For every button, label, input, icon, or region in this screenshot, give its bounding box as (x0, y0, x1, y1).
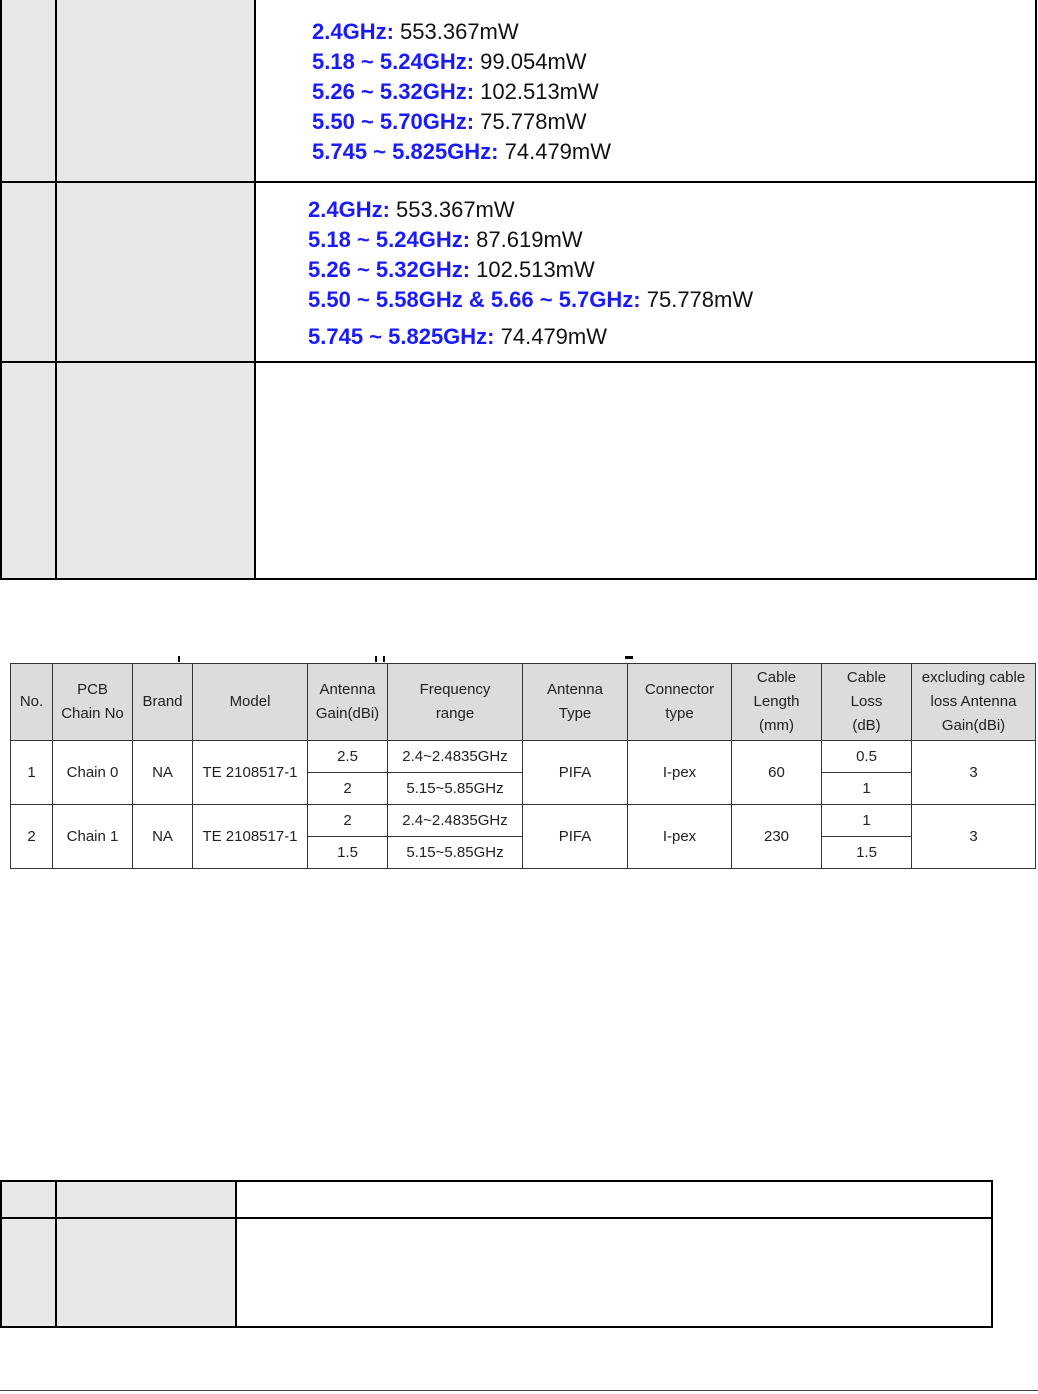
header-antenna-gain: Antenna Gain(dBi) (308, 664, 388, 741)
bottom-border-top (0, 1180, 993, 1182)
cell-gain: 1.5 (308, 837, 388, 869)
top-col-item (57, 0, 254, 579)
bottom-border-bottom (0, 1326, 993, 1328)
cell-brand: NA (133, 805, 193, 869)
top-divider-1 (55, 0, 57, 580)
bottom-table (0, 1180, 993, 1328)
cell-cable-loss: 1 (822, 805, 912, 837)
antenna-table (10, 663, 1036, 869)
top-divider-2 (254, 0, 256, 580)
header-cable-length: Cable Length (mm) (732, 664, 822, 741)
bottom-col-item (57, 1182, 235, 1326)
cell-gain: 2 (308, 773, 388, 805)
cell-frequency: 5.15~5.85GHz (388, 837, 523, 869)
bottom-col-number (2, 1182, 55, 1326)
bottom-border-left (0, 1180, 2, 1328)
clipped-text-mark (625, 656, 633, 659)
top-row-divider-2 (0, 361, 1037, 363)
header-pcb-chain: PCB Chain No (53, 664, 133, 741)
cell-cable-loss: 0.5 (822, 741, 912, 773)
cell-connector: I-pex (628, 805, 732, 869)
top-border-right (1035, 0, 1037, 580)
header-antenna-type: Antenna Type (523, 664, 628, 741)
cell-brand: NA (133, 741, 193, 805)
power-line: 2.4GHz: 553.367mW (308, 197, 515, 222)
header-excluding-cable-loss-gain: excluding cable loss Antenna Gain(dBi) (912, 664, 1036, 741)
cell-gain: 2.5 (308, 741, 388, 773)
cell-gain: 2 (308, 805, 388, 837)
cell-cable-loss: 1.5 (822, 837, 912, 869)
power-line: 5.50 ~ 5.70GHz: 75.778mW (312, 109, 587, 134)
header-no: No. (11, 664, 53, 741)
table-row (11, 805, 1036, 837)
cell-excl-gain: 3 (912, 805, 1036, 869)
cell-excl-gain: 3 (912, 741, 1036, 805)
cell-frequency: 2.4~2.4835GHz (388, 741, 523, 773)
bottom-divider-2 (235, 1180, 237, 1328)
top-table (0, 0, 1038, 580)
bottom-row-divider (0, 1217, 993, 1219)
cell-connector: I-pex (628, 741, 732, 805)
header-brand: Brand (133, 664, 193, 741)
power-line: 5.745 ~ 5.825GHz: 74.479mW (308, 324, 608, 349)
power-line: 5.18 ~ 5.24GHz: 87.619mW (308, 227, 583, 252)
cell-frequency: 2.4~2.4835GHz (388, 805, 523, 837)
cell-no: 2 (11, 805, 53, 869)
footer-rule (0, 1390, 1038, 1391)
clipped-text-mark (178, 656, 180, 662)
cell-frequency: 5.15~5.85GHz (388, 773, 523, 805)
bottom-divider-1 (55, 1180, 57, 1328)
antenna-table-header-row (11, 664, 1036, 741)
cell-chain: Chain 1 (53, 805, 133, 869)
power-line: 5.26 ~ 5.32GHz: 102.513mW (308, 257, 595, 282)
header-cable-loss: Cable Loss (dB) (822, 664, 912, 741)
power-line: 5.18 ~ 5.24GHz: 99.054mW (312, 49, 587, 74)
power-line: 2.4GHz: 553.367mW (312, 19, 519, 44)
header-connector-type: Connector type (628, 664, 732, 741)
top-col-number (2, 0, 55, 579)
top-border-bottom (0, 578, 1037, 580)
power-line: 5.745 ~ 5.825GHz: 74.479mW (312, 139, 612, 164)
clipped-text-mark (375, 656, 377, 662)
cell-cable-loss: 1 (822, 773, 912, 805)
header-frequency-range: Frequency range (388, 664, 523, 741)
top-row-divider-1 (0, 181, 1037, 183)
cell-cable-length: 60 (732, 741, 822, 805)
cell-antenna-type: PIFA (523, 741, 628, 805)
power-line: 5.50 ~ 5.58GHz & 5.66 ~ 5.7GHz: 75.778mW (308, 287, 754, 312)
power-line: 5.26 ~ 5.32GHz: 102.513mW (312, 79, 599, 104)
cell-cable-length: 230 (732, 805, 822, 869)
top-border-left (0, 0, 2, 580)
table-row (11, 741, 1036, 773)
cell-model: TE 2108517-1 (193, 805, 308, 869)
cell-antenna-type: PIFA (523, 805, 628, 869)
cell-chain: Chain 0 (53, 741, 133, 805)
bottom-border-right (991, 1180, 993, 1328)
cell-model: TE 2108517-1 (193, 741, 308, 805)
clipped-text-mark (383, 656, 385, 662)
header-model: Model (193, 664, 308, 741)
cell-no: 1 (11, 741, 53, 805)
